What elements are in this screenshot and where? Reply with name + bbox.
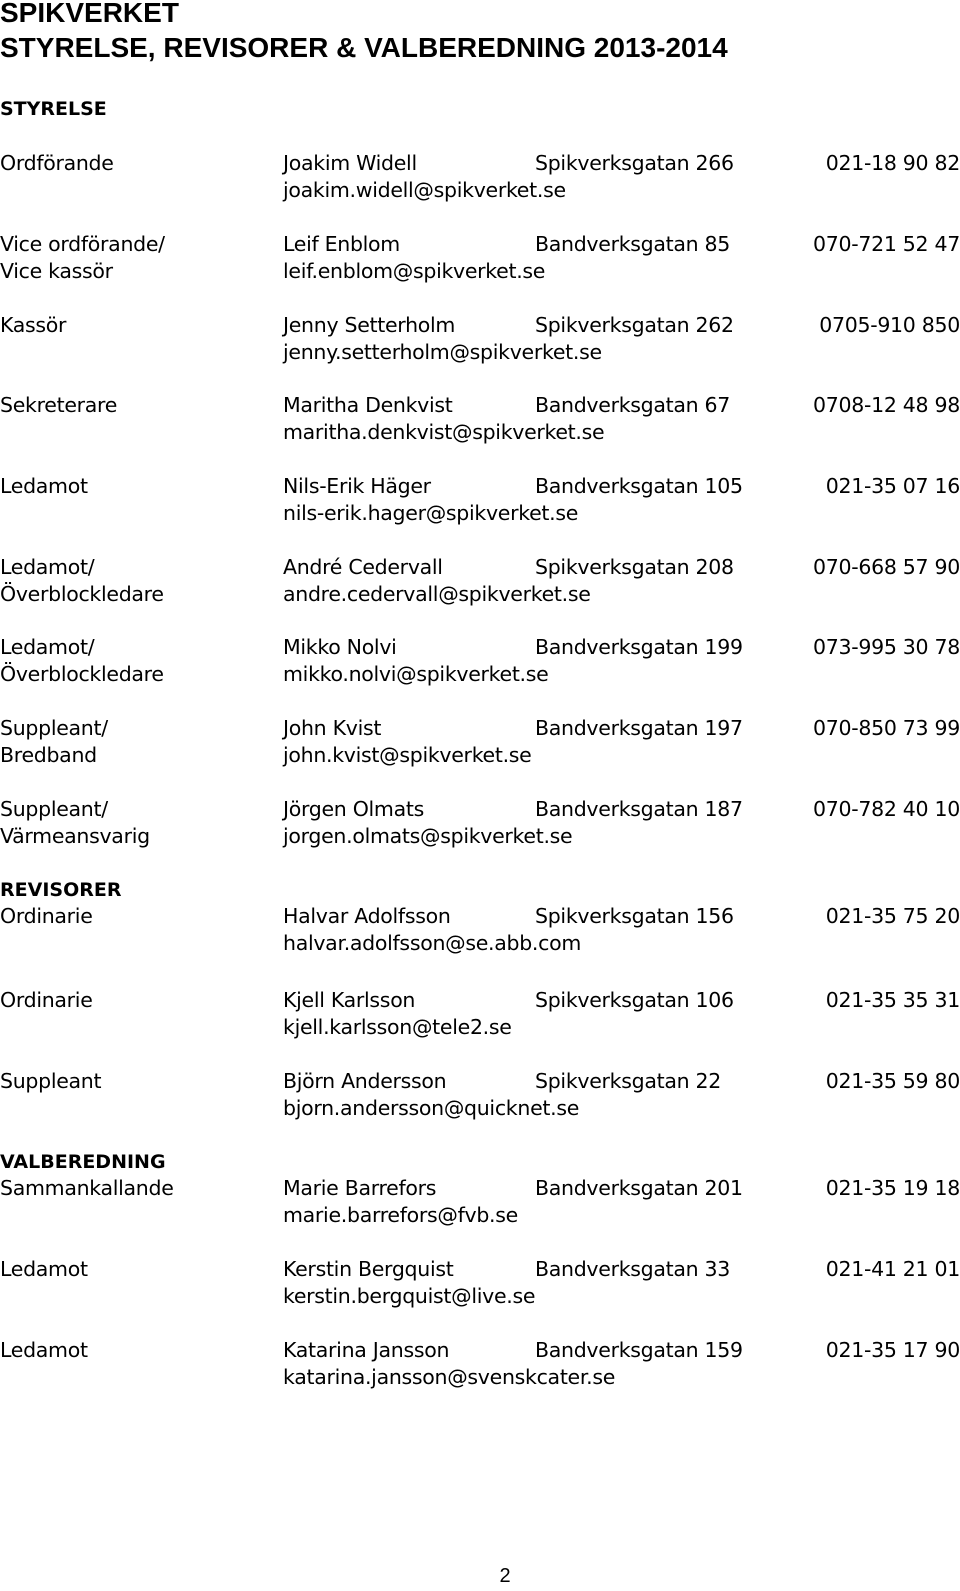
role-label: Suppleant/ bbox=[0, 716, 108, 740]
document-title: SPIKVERKET bbox=[0, 0, 179, 28]
role-label: Ledamot/ bbox=[0, 555, 95, 579]
phone-number: 021-35 07 16 bbox=[825, 474, 960, 498]
email-address: nils-erik.hager@spikverket.se bbox=[283, 501, 579, 525]
role-label: Suppleant/ bbox=[0, 797, 108, 821]
member-name: Björn Andersson bbox=[283, 1069, 447, 1093]
board-entry bbox=[0, 312, 960, 366]
nomination-entry bbox=[0, 1256, 960, 1310]
email-address: marie.barrefors@fvb.se bbox=[283, 1203, 518, 1227]
street-address: Bandverksgatan 85 bbox=[535, 232, 731, 256]
role-label-secondary: Bredband bbox=[0, 743, 97, 767]
role-label: Ledamot bbox=[0, 474, 88, 498]
auditor-entry bbox=[0, 1068, 960, 1122]
phone-number: 021-35 19 18 bbox=[825, 1176, 960, 1200]
role-label: Ledamot bbox=[0, 1338, 88, 1362]
board-entry bbox=[0, 473, 960, 527]
email-address: maritha.denkvist@spikverket.se bbox=[283, 420, 605, 444]
street-address: Bandverksgatan 67 bbox=[535, 393, 731, 417]
street-address: Bandverksgatan 197 bbox=[535, 716, 743, 740]
phone-number: 021-35 17 90 bbox=[825, 1338, 960, 1362]
role-label-secondary: Värmeansvarig bbox=[0, 824, 150, 848]
street-address: Spikverksgatan 262 bbox=[535, 313, 734, 337]
board-entry bbox=[0, 796, 960, 850]
street-address: Spikverksgatan 106 bbox=[535, 988, 734, 1012]
street-address: Bandverksgatan 159 bbox=[535, 1338, 743, 1362]
email-address: jenny.setterholm@spikverket.se bbox=[283, 340, 602, 364]
email-address: halvar.adolfsson@se.abb.com bbox=[283, 931, 582, 955]
role-label: Ledamot/ bbox=[0, 635, 95, 659]
board-entry bbox=[0, 715, 960, 769]
section-heading-valberedning: VALBEREDNING bbox=[0, 1151, 166, 1173]
street-address: Bandverksgatan 33 bbox=[535, 1257, 731, 1281]
street-address: Bandverksgatan 201 bbox=[535, 1176, 743, 1200]
member-name: Jörgen Olmats bbox=[283, 797, 424, 821]
role-label: Vice ordförande/ bbox=[0, 232, 165, 256]
auditor-entry bbox=[0, 903, 960, 957]
email-address: bjorn.andersson@quicknet.se bbox=[283, 1096, 580, 1120]
role-label: Ordförande bbox=[0, 151, 114, 175]
member-name: Katarina Jansson bbox=[283, 1338, 450, 1362]
street-address: Spikverksgatan 22 bbox=[535, 1069, 721, 1093]
member-name: Maritha Denkvist bbox=[283, 393, 453, 417]
board-entry bbox=[0, 150, 960, 204]
email-address: joakim.widell@spikverket.se bbox=[283, 178, 566, 202]
member-name: Marie Barrefors bbox=[283, 1176, 437, 1200]
phone-number: 021-35 35 31 bbox=[825, 988, 960, 1012]
role-label: Kassör bbox=[0, 313, 67, 337]
email-address: jorgen.olmats@spikverket.se bbox=[283, 824, 573, 848]
member-name: Mikko Nolvi bbox=[283, 635, 397, 659]
board-entry bbox=[0, 392, 960, 446]
phone-number: 070-668 57 90 bbox=[813, 555, 960, 579]
street-address: Spikverksgatan 208 bbox=[535, 555, 734, 579]
member-name: Jenny Setterholm bbox=[283, 313, 456, 337]
phone-number: 0708-12 48 98 bbox=[813, 393, 960, 417]
email-address: andre.cedervall@spikverket.se bbox=[283, 582, 591, 606]
email-address: kerstin.bergquist@live.se bbox=[283, 1284, 536, 1308]
nomination-entry bbox=[0, 1175, 960, 1229]
role-label: Ordinarie bbox=[0, 988, 93, 1012]
member-name: John Kvist bbox=[283, 716, 382, 740]
phone-number: 021-41 21 01 bbox=[825, 1257, 960, 1281]
phone-number: 070-721 52 47 bbox=[813, 232, 960, 256]
role-label-secondary: Överblockledare bbox=[0, 582, 164, 606]
board-entry bbox=[0, 231, 960, 285]
nomination-entry bbox=[0, 1337, 960, 1391]
document-subtitle: STYRELSE, REVISORER & VALBEREDNING 2013-2014 bbox=[0, 32, 728, 63]
role-label: Ledamot bbox=[0, 1257, 88, 1281]
role-label: Ordinarie bbox=[0, 904, 93, 928]
board-entry bbox=[0, 554, 960, 608]
phone-number: 073-995 30 78 bbox=[813, 635, 960, 659]
street-address: Bandverksgatan 199 bbox=[535, 635, 743, 659]
phone-number: 021-35 75 20 bbox=[825, 904, 960, 928]
section-heading-styrelse: STYRELSE bbox=[0, 98, 107, 120]
member-name: Nils-Erik Häger bbox=[283, 474, 431, 498]
phone-number: 0705-910 850 bbox=[819, 313, 960, 337]
auditor-entry bbox=[0, 987, 960, 1041]
phone-number: 070-782 40 10 bbox=[813, 797, 960, 821]
street-address: Bandverksgatan 105 bbox=[535, 474, 743, 498]
role-label-secondary: Vice kassör bbox=[0, 259, 113, 283]
member-name: Halvar Adolfsson bbox=[283, 904, 451, 928]
member-name: Leif Enblom bbox=[283, 232, 400, 256]
section-heading-revisorer: REVISORER bbox=[0, 879, 122, 901]
phone-number: 021-18 90 82 bbox=[825, 151, 960, 175]
email-address: katarina.jansson@svenskcater.se bbox=[283, 1365, 616, 1389]
street-address: Bandverksgatan 187 bbox=[535, 797, 743, 821]
email-address: leif.enblom@spikverket.se bbox=[283, 259, 546, 283]
member-name: Kjell Karlsson bbox=[283, 988, 416, 1012]
member-name: Joakim Widell bbox=[283, 151, 417, 175]
member-name: Kerstin Bergquist bbox=[283, 1257, 454, 1281]
role-label: Sekreterare bbox=[0, 393, 118, 417]
role-label: Sammankallande bbox=[0, 1176, 174, 1200]
street-address: Spikverksgatan 156 bbox=[535, 904, 734, 928]
member-name: André Cedervall bbox=[283, 555, 443, 579]
email-address: mikko.nolvi@spikverket.se bbox=[283, 662, 549, 686]
board-entry bbox=[0, 634, 960, 688]
email-address: kjell.karlsson@tele2.se bbox=[283, 1015, 512, 1039]
phone-number: 070-850 73 99 bbox=[813, 716, 960, 740]
street-address: Spikverksgatan 266 bbox=[535, 151, 734, 175]
phone-number: 021-35 59 80 bbox=[825, 1069, 960, 1093]
role-label-secondary: Överblockledare bbox=[0, 662, 164, 686]
role-label: Suppleant bbox=[0, 1069, 102, 1093]
page-number: 2 bbox=[499, 1565, 511, 1587]
email-address: john.kvist@spikverket.se bbox=[283, 743, 532, 767]
